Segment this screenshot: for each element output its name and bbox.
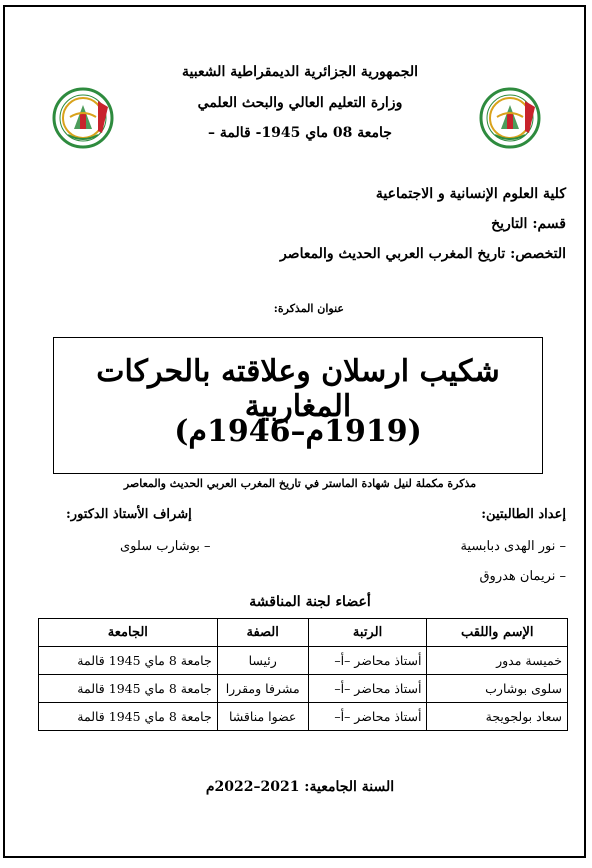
table-row <box>39 675 568 703</box>
column-header: الإسم واللقب <box>427 619 568 647</box>
university-heading: جامعة 08 ماي 1945- قالمة – <box>208 125 392 141</box>
column-header: الرتبة <box>308 619 427 647</box>
column-header: الصفة <box>217 619 308 647</box>
thesis-title-label: عنوان المذكرة: <box>273 302 344 315</box>
member-name: سلوى بوشارب <box>427 675 568 703</box>
specialty-name: التخصص: تاريخ المغرب العربي الحديث والمعاصر <box>279 246 566 262</box>
thesis-title-line1: شكيب ارسلان وعلاقته بالحركات المغاربية <box>96 354 500 424</box>
member-university: جامعة 8 ماي 1945 قالمة <box>39 675 218 703</box>
committee-table <box>38 618 568 731</box>
column-header: الجامعة <box>39 619 218 647</box>
supervisor-label: إشراف الأستاذ الدكتور: <box>66 507 192 522</box>
republic-heading: الجمهورية الجزائرية الديمقراطية الشعبية <box>181 64 418 80</box>
member-rank: أستاذ محاضر –أ– <box>308 703 427 731</box>
university-seal-icon <box>479 87 541 149</box>
member-university: جامعة 8 ماي 1945 قالمة <box>39 703 218 731</box>
thesis-subtitle: مذكرة مكملة لنيل شهادة الماستر في تاريخ المغرب العربي الحديث والمعاصر <box>123 477 477 490</box>
student-name: – نريمان هدروق <box>479 569 566 584</box>
member-role: مشرفا ومقررا <box>217 675 308 703</box>
thesis-title-box <box>53 337 543 474</box>
member-role: عضوا مناقشا <box>217 703 308 731</box>
table-row <box>39 647 568 675</box>
faculty-name: كلية العلوم الإنسانية و الاجتماعية <box>375 186 566 202</box>
member-role: رئيسا <box>217 647 308 675</box>
table-row <box>39 703 568 731</box>
committee-title: أعضاء لجنة المناقشة <box>249 594 371 610</box>
university-seal-icon <box>52 87 114 149</box>
student-name: – نور الهدى دبابسية <box>460 539 566 554</box>
prepared-by-label: إعداد الطالبتين: <box>481 507 566 522</box>
supervisor-name: – بوشارب سلوى <box>120 539 211 554</box>
department-name: قسم: التاريخ <box>491 216 566 232</box>
member-rank: أستاذ محاضر –أ– <box>308 675 427 703</box>
member-name: خميسة مدور <box>427 647 568 675</box>
member-university: جامعة 8 ماي 1945 قالمة <box>39 647 218 675</box>
table-header-row <box>39 619 568 647</box>
academic-year: السنة الجامعية: 2021–2022م <box>205 779 395 795</box>
ministry-heading: وزارة التعليم العالي والبحث العلمي <box>197 95 403 111</box>
member-rank: أستاذ محاضر –أ– <box>308 647 427 675</box>
member-name: سعاد بولجويجة <box>427 703 568 731</box>
thesis-title-line2: (1919م–1946م) <box>174 414 422 449</box>
